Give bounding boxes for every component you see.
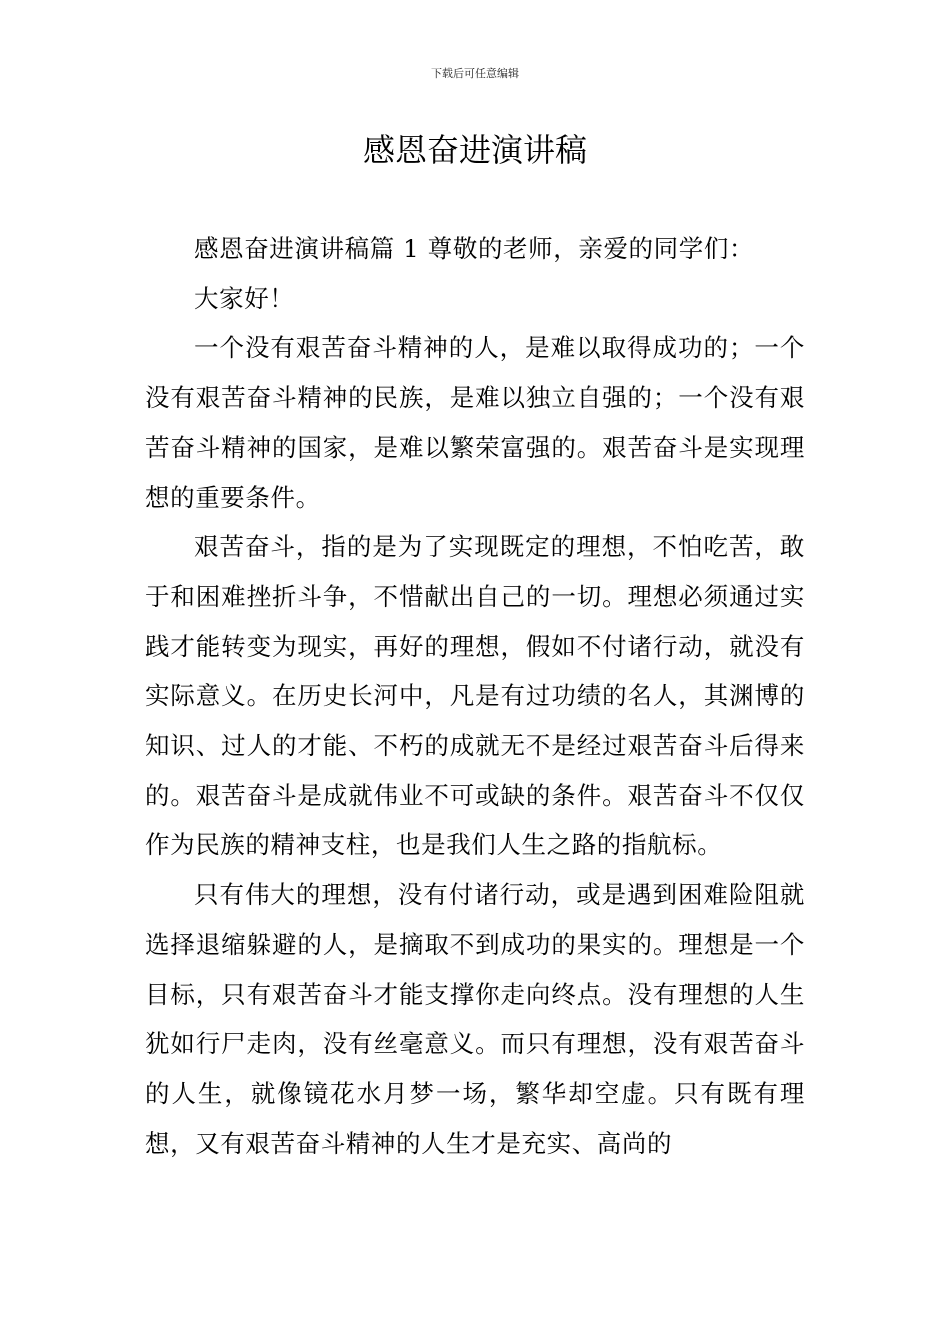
paragraph-salutation: 感恩奋进演讲稿篇 1 尊敬的老师，亲爱的同学们： <box>194 234 755 263</box>
document-body <box>145 224 805 1168</box>
header-note: 下载后可任意编辑 <box>431 67 519 80</box>
paragraph: 只有伟大的理想，没有付诸行动，或是遇到困难险阻就选择退缩躲避的人，是摘取不到成功的果实的。理想是一个目标，只有艰苦奋斗才能支撑你走向终点。没有理想的人生犹如行尸走肉，没有丝毫意义。而只有理想，没有艰苦奋斗的人生，就像镜花水月梦一场，繁华却空虚。只有既有理想，又有艰苦奋斗精神的人生才是充实、高尚的 <box>145 880 805 1158</box>
paragraph-greeting: 大家好！ <box>194 283 295 313</box>
paragraph: 艰苦奋斗，指的是为了实现既定的理想，不怕吃苦，敢于和困难挫折斗争，不惜献出自己的一切。理想必须通过实践才能转变为现实，再好的理想，假如不付诸行动，就没有实际意义。在历史长河中，凡是有过功绩的名人，其渊博的知识、过人的才能、不朽的成就无不是经过艰苦奋斗后得来的。艰苦奋斗是成就伟业不可或缺的条件。艰苦奋斗不仅仅作为民族的精神支柱，也是我们人生之路的指航标。 <box>145 532 805 860</box>
document-title: 感恩奋进演讲稿 <box>362 131 587 169</box>
paragraph: 一个没有艰苦奋斗精神的人，是难以取得成功的；一个没有艰苦奋斗精神的民族，是难以独立自强的；一个没有艰苦奋斗精神的国家，是难以繁荣富强的。艰苦奋斗是实现理想的重要条件。 <box>145 333 805 512</box>
